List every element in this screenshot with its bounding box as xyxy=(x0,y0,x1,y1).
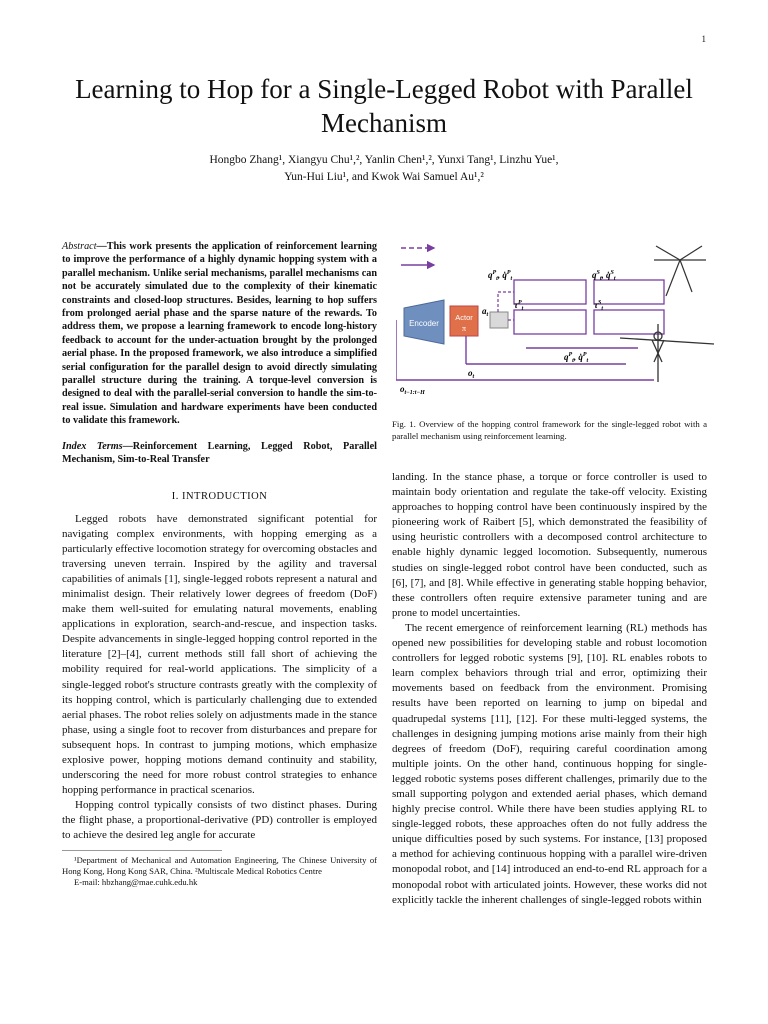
qs-label: $q^S_t$, q̇$^S_t$ xyxy=(592,270,616,282)
footnote-email: E-mail: hbzhang@mae.cuhk.edu.hk xyxy=(74,876,198,887)
qp-label: $q^P_t$, q̇$^P_t$ xyxy=(488,270,513,282)
figure-caption: Fig. 1. Overview of the hopping control framework for the single-legged robot with a parallel mechanism using reinforcement learning. xyxy=(392,419,707,441)
upper-box-1 xyxy=(514,280,586,304)
author-list xyxy=(60,152,708,186)
index-terms-text: —Reinforcement Learning, Legged Robot, Parallel Mechanism, Sim-to-Real Transfer xyxy=(62,440,377,466)
left-column xyxy=(62,240,377,888)
ot-label: $o_t$ xyxy=(468,368,475,380)
intro-paragraph-3: landing. In the stance phase, a torque or force controller is used to maintain body orientation and regulate the take-off velocity. Existing approaches to hopping control have been continuously inspired by the pioneering work of Raibert [5], which demonstrated the feasibility of using heuristic controllers with a decomposed control architecture to enable highly dynamic legged locomotion. Subsequently, numerous studies on single-legged robot control have been conducted, such as [6], [7], and [8]. While effective in generating stable hopping behavior, these controllers often require extensive parameter tuning and are prone to model uncertainties. xyxy=(392,471,707,619)
abstract-text: —This work presents the application of reinforcement learning to improve the performance of a highly dynamic hopping system with a parallel mechanism. Unlike serial mechanisms, parallel mechanisms can not be accurately simulated due to the complexity of their kinematic constraints and closed-loop structures. Besides, learning to hop suffers from prolonged aerial phase and the sparse nature of the rewards. To address them, we propose a learning framework to encode long-history feedback to account for the under-actuation brought by the prolonged aerial phase. In the proposed framework, we also introduce a simplified serial configuration for the parallel design to avoid directly simulating parallel structure during the training. A torque-level conversion is designed to deal with the parallel-serial conversion to handle the sim-to-real issue. Simulation and hardware experiments have been conducted to validate this framework. xyxy=(62,241,377,427)
footnote-affiliation: ¹Department of Mechanical and Automation Engineering, The Chinese University of Hong Kong, Hong Kong SAR, China. ²Multiscale Medical Robotics Centre xyxy=(62,854,377,876)
action-label: $a_t$ xyxy=(482,306,489,318)
author-line-2: Yun-Hui Liu¹, and Kwok Wai Samuel Au¹,² xyxy=(284,171,484,183)
index-terms-label: Index Terms xyxy=(62,440,123,452)
paper-title: Learning to Hop for a Single-Legged Robot with Parallel Mechanism xyxy=(75,74,693,138)
intro-paragraph-4: The recent emergence of reinforcement learning (RL) methods has opened new possibilities for developing stable and robust locomotion controllers for legged robotic systems [9], [10]. RL enables robots to learn complex behaviors through trial and error, optimizing their movements based on feedback from the environment. Promising results have been reported on learning to jump on bipedal and quadrupedal systems [11], [12]. For these multi-legged systems, the challenges in designing jumping motions arise mainly from their high degrees of freedom (DoF), requiring careful coordination among multiple joints. On the other hand, continuous hopping for single-legged robotic systems poses different challenges, primarily due to the small supporting polygon and extended aerial phases, which demand highly precise control. While there have been studies applying RL to single-legged robots, these approaches often do not fully address the unique difficulties posed by such systems. For instance, [13] proposed a method for achieving continuous hopping with a parallel wire-driven monopodal robot, and [14] introduced an end-to-end RL approach for a monopodal robot with articulated joints. However, these works did not explicitly tackle the inherent challenges of single-legged robots within xyxy=(392,621,707,906)
actor-pi: π xyxy=(461,324,467,333)
abstract-label: Abstract xyxy=(62,241,97,252)
lower-box-1 xyxy=(514,310,586,334)
framework-diagram xyxy=(396,240,716,410)
converter-block xyxy=(490,312,508,328)
section-heading-introduction: I. INTRODUCTION xyxy=(171,490,268,502)
intro-paragraph-1: Legged robots have demonstrated significant potential for navigating complex environments, with hopping emerging as a particularly effective locomotion strategy for overcoming obstacles and traversing uneven terrain. Inspired by the agility and traversal capabilities of animals [1], single-legged robots represent a natural and minimalist design. Their relatively lower degrees of freedom (DoF) make them well-suited for emulating natural movements, enabling applications in exploration, search-and-rescue, and inspection tasks. Despite advancements in single-legged hopping control reported in the literature [2]–[4], current methods still fall short of achieving the mobility required for real-world applications. The simplicity of a single-legged robot's structure contrasts greatly with the complexity of its hopping control, which is particularly challenging due to extended aerial phases. The robot relies solely on adjustments made in the stance phase, using a single foot to recover from disturbances and prepare for subsequent hops. In contrast to jumping motions, which emphasize explosive power, hopping motions demand continuity and stability, underscoring the need for more robust control strategies to enhance hopping performance in practical scenarios. xyxy=(62,512,377,797)
ohist-label: $o_{t-1:t-H}$ xyxy=(400,384,425,396)
lower-box-2 xyxy=(594,310,664,334)
figure-1 xyxy=(396,240,716,410)
index-terms xyxy=(62,440,377,467)
actor-label: Actor xyxy=(455,313,473,322)
tau-s-label: $\tau^S_t$ xyxy=(594,300,604,312)
qp-feedback-label: $q^P_t$, q̇$^P_t$ xyxy=(564,352,589,364)
footnote xyxy=(62,855,377,889)
right-column xyxy=(392,470,707,908)
left-body xyxy=(62,512,377,844)
abstract xyxy=(62,240,377,428)
page-number: 1 xyxy=(701,34,706,44)
author-line-1: Hongbo Zhang¹, Xiangyu Chu¹,², Yanlin Chen¹,², Yunxi Tang¹, Linzhu Yue¹, xyxy=(209,154,559,166)
intro-paragraph-2: Hopping control typically consists of two distinct phases. During the flight phase, a proportional-derivative (PD) controller is employed to achieve the desired leg angle for accurate xyxy=(62,799,377,842)
upper-box-2 xyxy=(594,280,664,304)
encoder-label: Encoder xyxy=(409,319,439,328)
right-body xyxy=(392,470,707,908)
tau-p-label: $\tau^P_t$ xyxy=(514,300,524,312)
